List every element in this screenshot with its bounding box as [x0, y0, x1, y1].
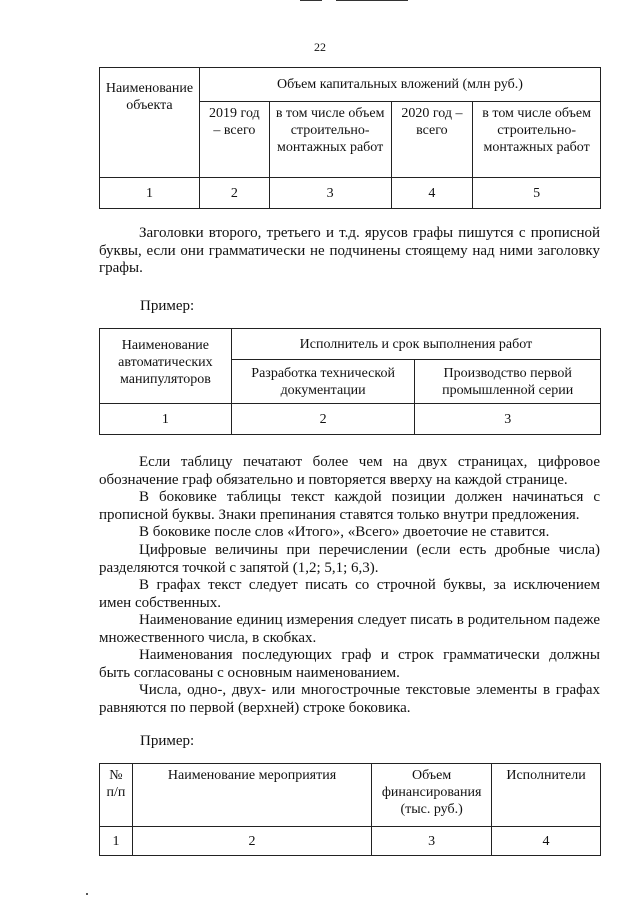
table-row-numbers [100, 404, 601, 435]
col-header-2019-construction: в том числе объем строительно-монтажных работ [269, 102, 391, 178]
col-number-cell: 3 [415, 404, 601, 435]
col-header-production: Производство первой промышленной серии [415, 360, 601, 404]
table-row-numbers [100, 827, 601, 856]
rule-paragraph: Числа, одно-, двух- или многострочные текстовые элементы в графах равняются по первой (верхней) строке боковика. [99, 682, 600, 716]
col-header-executors: Исполнители [492, 764, 601, 827]
table-header-row [100, 764, 601, 827]
paragraph-tier-headers: Заголовки второго, третьего и т.д. ярусов графы пишутся с прописной буквы, если они грамматически не подчинены стоящему над ними заголовку графы. [99, 225, 600, 276]
col-header-2019-total: 2019 год – всего [199, 102, 269, 178]
col-number-cell: 5 [473, 178, 601, 209]
rule-paragraph: В боковике после слов «Итого», «Всего» двоеточие не ставится. [139, 524, 550, 540]
col-number-cell: 3 [372, 827, 492, 856]
col-number-cell: 4 [391, 178, 473, 209]
col-header-funding: Объем финансирования (тыс. руб.) [372, 764, 492, 827]
rule-paragraph: Цифровые величины при перечислении (если есть дробные числа) разделяются точкой с запятой (1,2; 5,1; 6,3). [99, 542, 600, 576]
col-group-header-investment: Объем капитальных вложений (млн руб.) [199, 68, 600, 102]
col-header-2020-total: 2020 год – всего [391, 102, 473, 178]
col-header-documentation: Разработка технической документации [231, 360, 415, 404]
top-scan-mark-left [300, 0, 322, 1]
page-number: 22 [314, 40, 326, 54]
rule-paragraph: В графах текст следует писать со строчной буквы, за исключением имен собственных. [99, 577, 600, 611]
col-header-event-name: Наименование мероприятия [132, 764, 371, 827]
col-header-object-name: Наименование объекта [100, 68, 200, 178]
table-header-row [100, 329, 601, 360]
table-header-row [100, 68, 601, 102]
rule-paragraph: Наименования последующих граф и строк грамматически должны быть согласованы с основным наименованием. [99, 647, 600, 681]
col-header-number: № п/п [100, 764, 133, 827]
col-number-cell: 4 [492, 827, 601, 856]
col-number-cell: 1 [100, 827, 133, 856]
col-number-cell: 1 [100, 404, 232, 435]
top-scan-mark-right [336, 0, 408, 1]
col-number-cell: 3 [269, 178, 391, 209]
col-number-cell: 2 [199, 178, 269, 209]
col-number-cell: 2 [231, 404, 415, 435]
table-manipulators [99, 328, 601, 435]
col-number-cell: 2 [132, 827, 371, 856]
table-row-numbers [100, 178, 601, 209]
rule-paragraph: В боковике таблицы текст каждой позиции должен начинаться с прописной буквы. Знаки препинания ставятся только внутри предложения. [99, 489, 600, 523]
rule-paragraph: Наименование единиц измерения следует писать в родительном падеже множественного числа, в скобках. [99, 612, 600, 646]
rule-paragraph: Если таблицу печатают более чем на двух страницах, цифровое обозначение граф обязательно и повторяется вверху на каждой странице. [99, 454, 600, 488]
example-label-1: Пример: [140, 298, 195, 314]
col-header-2020-construction: в том числе объем строительно-монтажных работ [473, 102, 601, 178]
col-header-manipulators: Наименование автоматических манипуляторов [100, 329, 232, 404]
table-events [99, 763, 601, 856]
col-number-cell: 1 [100, 178, 200, 209]
scan-speck [86, 893, 88, 895]
table-capital-investment [99, 67, 601, 209]
example-label-2: Пример: [140, 733, 195, 749]
col-group-header-executor: Исполнитель и срок выполнения работ [231, 329, 600, 360]
